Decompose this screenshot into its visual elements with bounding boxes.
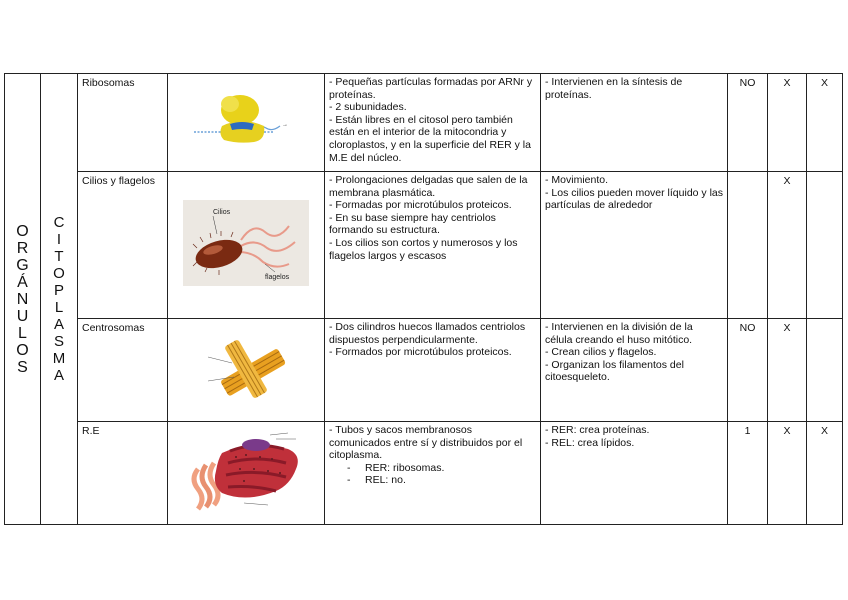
row-name-centrosomas: Centrosomas (78, 319, 168, 422)
func-line: - Los cilios pueden mover líquido y las partículas de alrededor (545, 186, 724, 212)
mark-cell-3 (807, 172, 843, 319)
desc-line: - Formados por microtúbulos proteicos. (329, 346, 512, 359)
desc-line: - 2 subunidades. (329, 101, 407, 114)
row-description-cilios (325, 172, 541, 319)
mark-cell-3: X (807, 74, 843, 172)
row-description-ribosomas (325, 74, 541, 172)
centrosome-image (168, 319, 325, 422)
organulos-letter: O (16, 341, 29, 359)
bacterium-image (168, 172, 325, 319)
desc-line: - Formadas por microtúbulos proteicos. (329, 199, 512, 212)
mark-cell-1 (728, 172, 768, 319)
desc-line: - Los cilios son cortos y numerosos y los flagelos largos y escasos (329, 236, 518, 262)
citoplasma-letter: M (52, 350, 66, 367)
func-line: - Movimiento. (545, 174, 609, 186)
organulos-letter: Á (17, 273, 28, 291)
sub-text: RER: ribosomas. (365, 461, 445, 474)
organulos-letter: G (16, 256, 29, 274)
citoplasma-letter: A (53, 367, 64, 384)
mark-cell-3: X (807, 422, 843, 525)
citoplasma-letter: I (56, 231, 62, 248)
row-function-centrosomas (541, 319, 728, 422)
row-name-ribosomas: Ribosomas (78, 74, 168, 172)
desc-line: - Pequeñas partículas formadas por ARNr y proteínas. (329, 76, 533, 101)
citoplasma-vertical-label (41, 74, 78, 525)
flagelos-label: flagelos (265, 274, 290, 282)
desc-line: - Están libres en el citosol pero también están en el interior de la mitocondria y cloroplastos, y en la superficie del RER y la M.E del núcleo. (329, 113, 531, 164)
mark-cell-1: 1 (728, 422, 768, 525)
row-description-centrosomas (325, 319, 541, 422)
desc-line: - Prolongaciones delgadas que salen de la membrana plasmática. (329, 174, 528, 199)
row-function-re (541, 422, 728, 525)
citoplasma-letter: S (53, 333, 64, 350)
citoplasma-letter: P (53, 282, 64, 299)
mark-cell-3 (807, 319, 843, 422)
row-function-cilios (541, 172, 728, 319)
organulos-vertical-label (5, 74, 41, 525)
organulos-letter: O (16, 222, 29, 240)
func-line: - Crean cilios y flagelos. (545, 346, 657, 359)
mark-cell-2: X (768, 422, 807, 525)
citoplasma-letter: T (54, 248, 64, 265)
mark-cell-2: X (768, 74, 807, 172)
cilios-label: Cilios (213, 209, 231, 217)
row-description-re (325, 422, 541, 525)
citoplasma-letter: A (53, 316, 64, 333)
func-line: - Organizan los filamentos del citoesqueleto. (545, 358, 684, 384)
row-function-ribosomas (541, 74, 728, 172)
mark-cell-2: X (768, 172, 807, 319)
sub-text: REL: no. (365, 474, 406, 487)
svg-text:→: → (282, 121, 288, 128)
desc-line: - En su base siempre hay centriolos formando su estructura. (329, 211, 496, 237)
organulos-letter: N (16, 290, 29, 308)
mark-cell-1: NO (728, 74, 768, 172)
citoplasma-letter: O (53, 265, 65, 282)
er-image (168, 422, 325, 525)
row-name-re: R.E (78, 422, 168, 525)
func-line: - Intervienen en la síntesis de proteínas. (545, 76, 683, 101)
organulos-letter: L (18, 324, 27, 342)
desc-line: - Dos cilindros huecos llamados centriolos dispuestos perpendicularmente. (329, 321, 526, 346)
organulos-letter: S (17, 358, 28, 376)
mark-cell-1: NO (728, 319, 768, 422)
func-line: - REL: crea lípidos. (545, 436, 635, 449)
desc-sub-line (329, 462, 536, 475)
func-line: - RER: crea proteínas. (545, 424, 650, 436)
sub-dash: - (347, 474, 351, 487)
organulos-letter: U (16, 307, 29, 325)
sub-dash: - (347, 461, 351, 474)
desc-line: - Tubos y sacos membranosos comunicados entre sí y distribuidos por el citoplasma. (329, 424, 523, 462)
citoplasma-letter: L (54, 299, 64, 316)
organelles-table (4, 73, 843, 525)
citoplasma-letter: C (53, 214, 65, 231)
ribosome-image (168, 74, 325, 172)
row-name-cilios: Cilios y flagelos (78, 172, 168, 319)
func-line: - Intervienen en la división de la célula creando el huso mitótico. (545, 321, 693, 346)
desc-sub-line (329, 474, 536, 487)
organulos-letter: R (16, 239, 29, 257)
mark-cell-2: X (768, 319, 807, 422)
